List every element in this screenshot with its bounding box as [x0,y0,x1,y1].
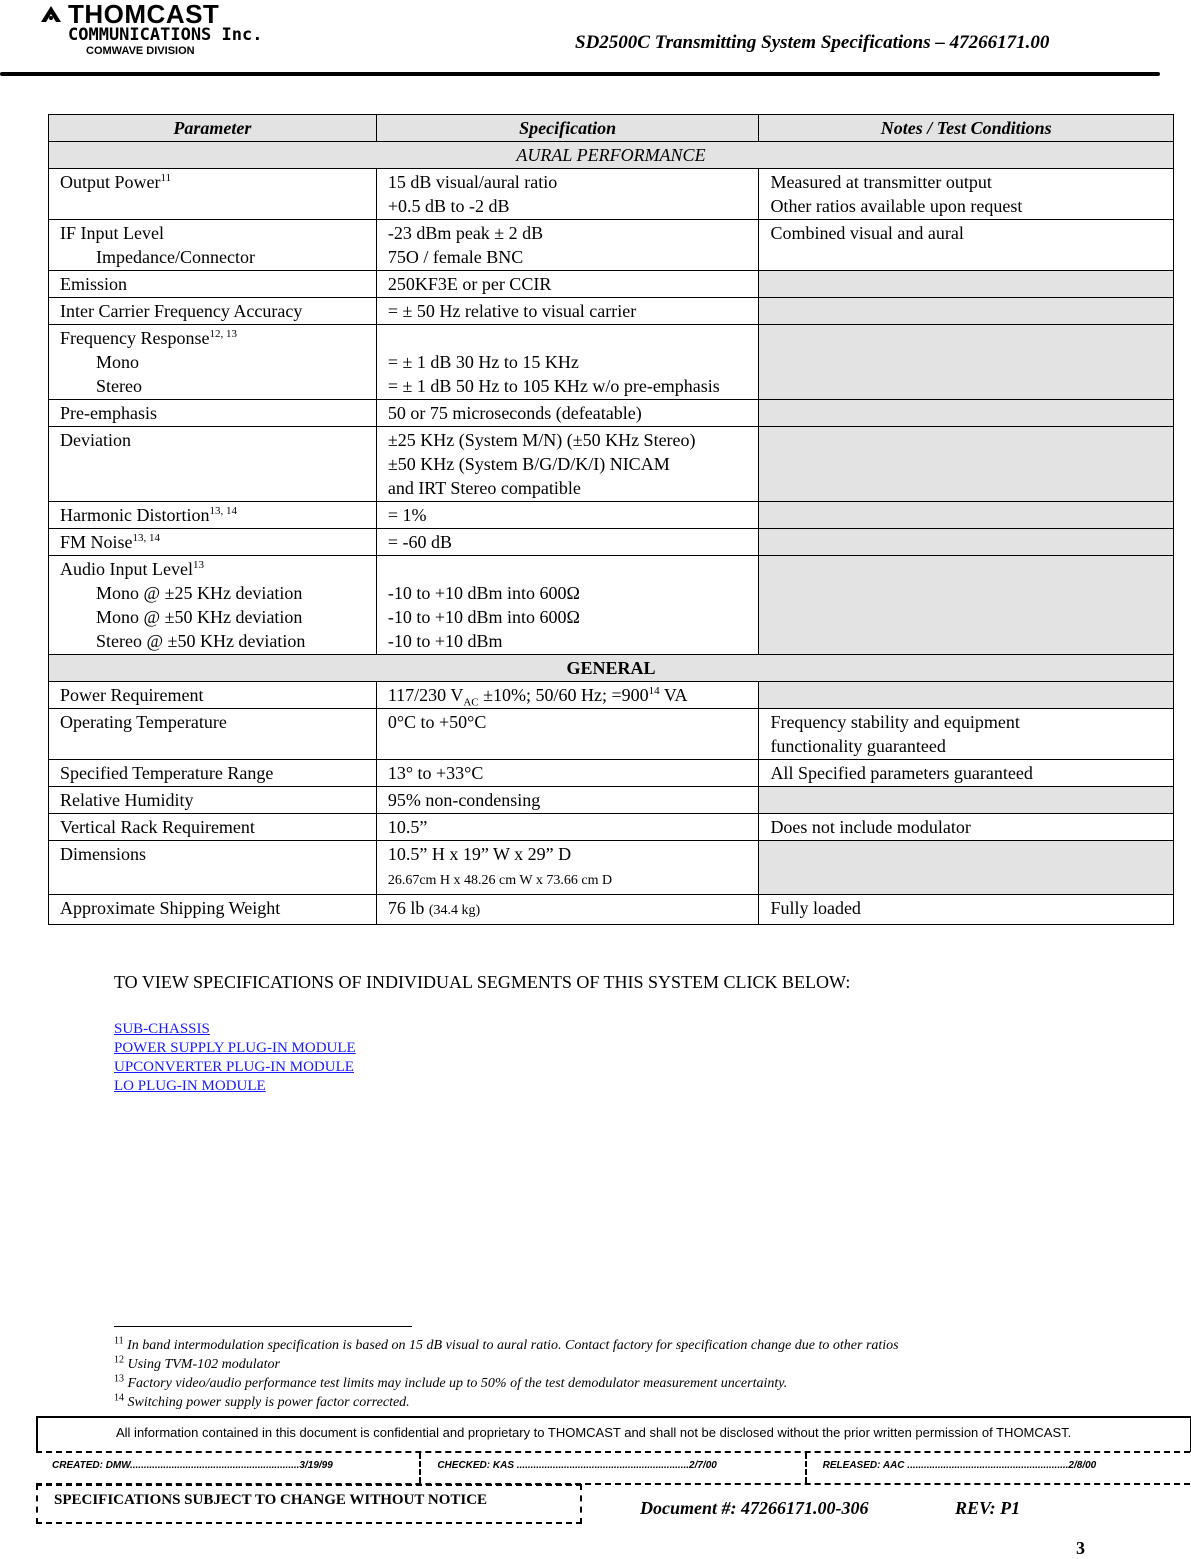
segment-links [114,1020,356,1096]
footnotes [114,1336,899,1412]
revision: REV: P1 [955,1498,1021,1518]
logo-company: COMMUNICATIONS Inc. [68,25,263,45]
table-row [49,682,1174,709]
table-row [49,271,1174,298]
spec-cell: = 1% [376,502,759,529]
param-cell: Output Power$^{11}$ [49,169,377,220]
table-row [49,325,1174,400]
param-cell: Frequency Response$^{12, 13}$ Mono Stereo [49,325,377,400]
notes-cell [759,502,1174,529]
logo-brand: THOMCAST [68,0,220,29]
notes-cell: Frequency stability and equipment functionality guaranteed [759,709,1174,760]
table-row [49,220,1174,271]
notes-cell [759,556,1174,655]
param-cell: Specified Temperature Range [49,760,377,787]
spec-cell: 117/230 $V_{AC} \pm 10\%$; 50/60 Hz; $=900^{14}$ VA [376,682,759,709]
notes-cell: All Specified parameters guaranteed [759,760,1174,787]
thomcast-logo [40,2,262,58]
notes-cell: Combined visual and aural [759,220,1174,271]
segments-instruction: TO VIEW SPECIFICATIONS OF INDIVIDUAL SEGMENTS OF THIS SYSTEM CLICK BELOW: [114,972,851,992]
param-cell: IF Input Level Impedance/Connector [49,220,377,271]
spec-cell: 15 dB visual/aural ratio +0.5 dB to -2 dB [376,169,759,220]
notes-cell [759,529,1174,556]
section-aural-performance: AURAL PERFORMANCE [49,142,1174,169]
param-cell: Emission [49,271,377,298]
page-number: 3 [1076,1538,1085,1558]
section-row-aural [49,142,1174,169]
table-row [49,169,1174,220]
spec-cell: 13° to +33°C [376,760,759,787]
spec-cell: 250KF3E or per CCIR [376,271,759,298]
notes-cell: Fully loaded [759,895,1174,925]
param-cell: FM Noise$^{13, 14}$ [49,529,377,556]
notes-cell [759,325,1174,400]
change-notice: SPECIFICATIONS SUBJECT TO CHANGE WITHOUT NOTICE [36,1484,582,1524]
section-general: GENERAL [49,655,1174,682]
link-sub-chassis[interactable]: SUB-CHASSIS [114,1021,210,1037]
spec-cell: 10.5” H x 19” W x 29” D 26.67cm H x 48.26 cm W x 73.66 cm D [376,841,759,895]
notes-cell [759,841,1174,895]
footnote-13: $^{13}$ Factory video/audio performance test limits may include up to 50% of the test demodulator measurement uncertainty. [114,1373,788,1391]
footnote-separator [114,1326,412,1327]
checked-by: CHECKED: KAS ..............................................................2/7/00 [421,1453,806,1483]
param-cell: Vertical Rack Requirement [49,814,377,841]
param-cell: Power Requirement [49,682,377,709]
footnote-12: $^{12}$ Using TVM-102 modulator [114,1354,280,1372]
document-title: SD2500C Transmitting System Specifications – 47266171.00 [575,32,1050,53]
link-lo-module[interactable]: LO PLUG-IN MODULE [114,1078,266,1094]
table-row [49,556,1174,655]
table-row [49,787,1174,814]
section-row-general [49,655,1174,682]
spec-cell: 76 lb (34.4 kg) [376,895,759,925]
table-row [49,814,1174,841]
param-cell: Audio Input Level$^{13}$ Mono @ ±25 KHz deviation Mono @ ±50 KHz deviation Stereo @ ±50 KHz deviation [49,556,377,655]
table-row [49,298,1174,325]
table-row [49,502,1174,529]
created-by: CREATED: DMW.............................................................3/19/99 [36,1453,421,1483]
param-cell: Pre-emphasis [49,400,377,427]
column-header-parameter: Parameter [49,115,377,142]
link-power-supply-module[interactable]: POWER SUPPLY PLUG-IN MODULE [114,1040,356,1056]
notes-cell [759,400,1174,427]
footnote-14: $^{14}$ Switching power supply is power factor corrected. [114,1392,410,1410]
spec-cell: -23 dBm peak ± 2 dB 75O / female BNC [376,220,759,271]
spec-cell: -10 to +10 dBm into 600Ω -10 to +10 dBm into 600Ω -10 to +10 dBm [376,556,759,655]
table-header-row [49,115,1174,142]
footnote-11: $^{11}$ In band intermodulation specification is based on 15 dB visual to aural ratio. Contact factory for specification change due to other ratios [114,1335,899,1353]
table-row [49,529,1174,556]
thomcast-emblem-icon [40,5,62,23]
column-header-notes: Notes / Test Conditions [759,115,1174,142]
confidentiality-notice: All information contained in this document is confidential and proprietary to THOMCAST and shall not be disclosed without the prior written permission of THOMCAST. [36,1416,1191,1452]
column-header-specification: Specification [376,115,759,142]
notes-cell [759,298,1174,325]
table-row [49,760,1174,787]
param-cell: Relative Humidity [49,787,377,814]
notes-cell [759,787,1174,814]
spec-cell: = -60 dB [376,529,759,556]
spec-cell: 10.5” [376,814,759,841]
spec-cell: 50 or 75 microseconds (defeatable) [376,400,759,427]
table-row [49,709,1174,760]
notes-cell [759,682,1174,709]
param-cell: Dimensions [49,841,377,895]
param-cell: Operating Temperature [49,709,377,760]
table-row [49,400,1174,427]
notes-cell: Does not include modulator [759,814,1174,841]
table-row [49,427,1174,502]
param-cell: Approximate Shipping Weight [49,895,377,925]
notes-cell [759,427,1174,502]
header-rule [0,72,1160,76]
link-upconverter-module[interactable]: UPCONVERTER PLUG-IN MODULE [114,1059,354,1075]
spec-cell: ±25 KHz (System M/N) (±50 KHz Stereo) ±50 KHz (System B/G/D/K/I) NICAM and IRT Stereo compatible [376,427,759,502]
spec-cell: = ± 50 Hz relative to visual carrier [376,298,759,325]
table-row [49,841,1174,895]
param-cell: Harmonic Distortion$^{13, 14}$ [49,502,377,529]
table-row [49,895,1174,925]
specifications-table [48,114,1174,925]
param-cell: Deviation [49,427,377,502]
document-number: Document #: 47266171.00-306 [640,1498,869,1518]
logo-division: COMWAVE DIVISION [86,45,195,57]
notes-cell: Measured at transmitter output Other ratios available upon request [759,169,1174,220]
notes-cell [759,271,1174,298]
spec-cell: = ± 1 dB 30 Hz to 15 KHz = ± 1 dB 50 Hz to 105 KHz w/o pre-emphasis [376,325,759,400]
spec-cell: 95% non-condensing [376,787,759,814]
signoff-bar [36,1451,1190,1485]
spec-cell: 0°C to +50°C [376,709,759,760]
param-cell: Inter Carrier Frequency Accuracy [49,298,377,325]
released-by: RELEASED: AAC ..........................................................2/8/00 [822,1460,1097,1471]
